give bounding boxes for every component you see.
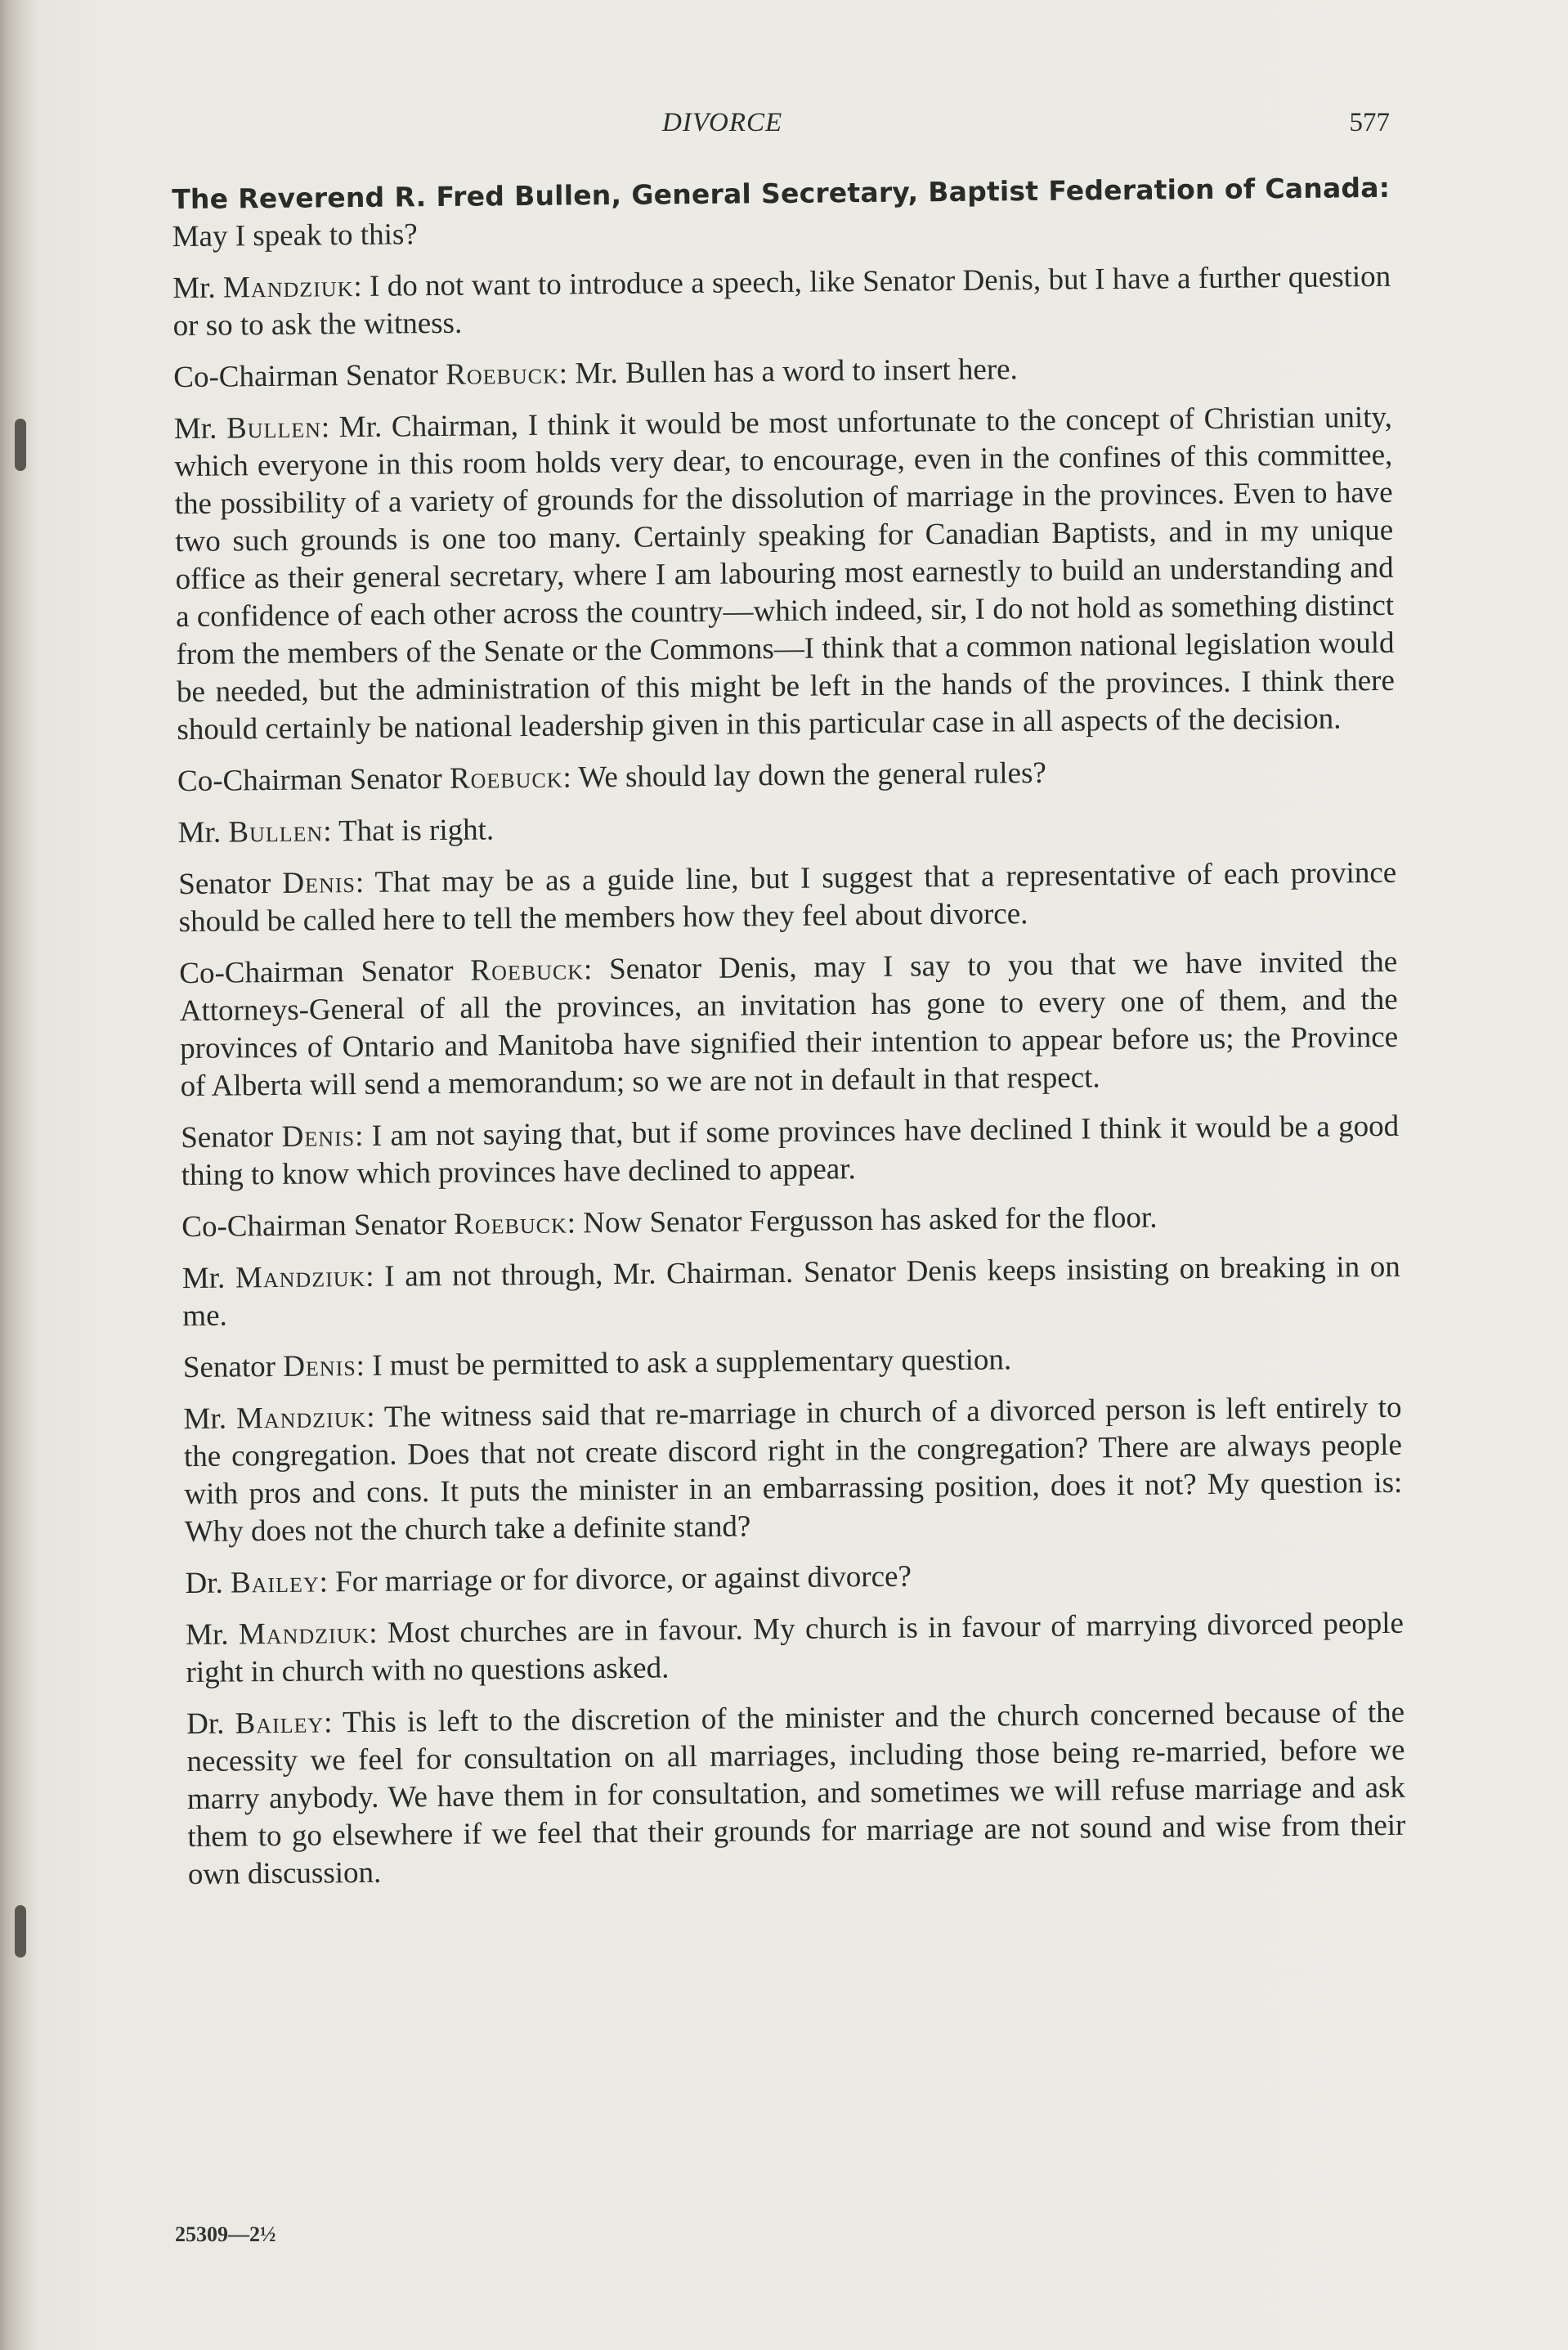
speaker-prefix: Dr. xyxy=(185,1566,231,1601)
page-header xyxy=(98,105,1390,154)
speaker-prefix: Co-Chairman Senator xyxy=(179,953,471,991)
speaker-prefix: Senator xyxy=(181,1119,282,1155)
paragraph-text: : Mr. Bullen has a word to insert here. xyxy=(558,352,1019,391)
paragraph-3 xyxy=(100,348,1391,397)
paragraph-7 xyxy=(105,854,1397,942)
signature-mark: 25309—2½ xyxy=(175,2222,276,2246)
paragraph-10 xyxy=(108,1197,1400,1247)
speaker-name: Bullen xyxy=(228,814,324,850)
speaker-name: Mandziuk xyxy=(222,270,354,305)
speaker-prefix: Mr. xyxy=(181,1261,236,1296)
paragraph-text: : Most churches are in favour. My church is in favour of marrying divorced people right in church with no questions asked. xyxy=(186,1606,1404,1690)
paragraph-2 xyxy=(99,258,1391,346)
paragraph-1 xyxy=(98,169,1391,257)
paragraph-8 xyxy=(105,944,1399,1106)
speaker-name: Mandziuk xyxy=(235,1400,367,1436)
paragraph-text: May I speak to this? xyxy=(172,218,418,254)
speaker-name: Roebuck xyxy=(446,357,559,392)
speaker-name: Bullen xyxy=(226,410,322,446)
speaker-name: Roebuck xyxy=(470,953,585,988)
paragraph-text: : That may be as a guide line, but I suggest that a representative of each province should be called here to tell the members how they feel about divorce. xyxy=(178,855,1397,940)
speaker-prefix: Senator xyxy=(178,866,283,902)
speaker-name: Bailey xyxy=(235,1706,325,1741)
paragraph-9 xyxy=(107,1108,1400,1195)
paragraph-text: : I am not through, Mr. Chairman. Senator Denis keeps insisting on breaking in on me. xyxy=(182,1249,1401,1334)
binding-hole-bottom xyxy=(15,1905,26,1958)
paragraph-6 xyxy=(104,803,1396,853)
speaker-prefix: Mr. xyxy=(185,1617,240,1653)
paragraph-text: : I do not want to introduce a speech, like Senator Denis, but I have a further question or so to ask the witness. xyxy=(172,259,1391,343)
paragraph-text: : For marriage or for divorce, or against divorce? xyxy=(319,1559,912,1599)
paragraph-text: : Senator Denis, may I say to you that we have invited the Attorneys-General of all the provinces, an invitation has gone to every one of them, and the provinces of Ontario and Manitoba have signified their intention to appear before us; the Province of Alberta will send a memorandum; so we are not in default in that respect. xyxy=(179,944,1399,1104)
speaker-name: Denis xyxy=(282,866,356,900)
paragraph-4 xyxy=(101,399,1396,750)
paragraph-11 xyxy=(109,1249,1401,1336)
binding-hole-top xyxy=(15,419,26,471)
paragraph-text: : We should lay down the general rules? xyxy=(562,756,1046,795)
speaker-prefix: Co-Chairman Senator xyxy=(173,357,446,395)
speaker-name: Mandziuk xyxy=(235,1259,366,1295)
paragraph-text: : I am not saying that, but if some provinces have declined I think it would be a good thing to know which provinces have declined to appear. xyxy=(181,1109,1400,1193)
paragraph-text: : That is right. xyxy=(323,813,495,849)
speaker-prefix: Co-Chairman Senator xyxy=(177,761,450,799)
speaker-name: Mandziuk xyxy=(238,1616,370,1652)
speaker-prefix: Mr. xyxy=(177,815,229,850)
paragraph-13 xyxy=(110,1389,1403,1552)
speaker-name: Denis xyxy=(283,1349,356,1384)
running-title: DIVORCE xyxy=(662,108,783,137)
speaker-prefix: Dr. xyxy=(186,1706,235,1742)
paragraph-text: : Now Senator Fergusson has asked for the floor. xyxy=(567,1200,1158,1240)
paragraph-16 xyxy=(113,1694,1406,1895)
speaker-prefix: Mr. xyxy=(172,271,224,306)
speaker-prefix: Mr. xyxy=(183,1401,237,1437)
speaker-prefix: Mr. xyxy=(173,411,227,446)
binding-edge xyxy=(0,0,38,2350)
paragraph-text: : Mr. Chairman, I think it would be most unfortunate to the concept of Christian unity, which everyone in this room holds very dear, to encourage, even in the confines of this committee, the possibility of a variety of grounds for the dissolution of marriage in the provinces. Even to have two such grounds is one too many. Certainly speaking for Canadian Baptists, and in my unique office as their general secretary, where I am labouring most earnestly to build an understanding and a confidence of each other across the country—which indeed, sir, I do not hold as something distinct from the members of the Senate or the Commons—I think that a common national legislation would be needed, but the administration of this might be left in the hands of the provinces. I think there should certainly be national leadership given in this particular case in all aspects of the decision. xyxy=(174,400,1396,747)
speaker-prefix: Co-Chairman Senator xyxy=(181,1207,455,1245)
speaker-name: The Reverend R. Fred Bullen, General Secretary, Baptist Federation of Canada: xyxy=(172,171,1391,216)
paragraph-15 xyxy=(112,1605,1404,1693)
speaker-name: Roebuck xyxy=(449,760,563,796)
speaker-prefix: Senator xyxy=(182,1349,284,1385)
page-number: 577 xyxy=(1349,108,1390,137)
paragraph-text: : I must be permitted to ask a supplementary question. xyxy=(356,1343,1012,1384)
paragraph-text: : This is left to the discretion of the minister and the church concerned because of the necessity we feel for consultation on all marriages, including those being re-married, before we marry anybody. We have them in for consultation, and sometimes we will refuse marriage and ask them to go elsewhere if we feel that their grounds for marriage are not sound and wise from their own discussion. xyxy=(186,1695,1406,1892)
paragraph-14 xyxy=(111,1554,1403,1603)
speaker-name: Bailey xyxy=(230,1565,320,1600)
paragraph-text: : The witness said that re-marriage in church of a divorced person is left entirely to the congregation. Does that not create discord right in the congregation? There are always people with pros and cons. It puts the minister in an embarrassing position, does it not? My question is: Why does not the church take a definite stand? xyxy=(183,1390,1403,1549)
speaker-name: Denis xyxy=(281,1119,356,1154)
paragraph-12 xyxy=(110,1338,1401,1388)
speaker-name: Roebuck xyxy=(454,1206,567,1241)
paragraph-5 xyxy=(104,751,1396,801)
transcript-body xyxy=(98,169,1406,1908)
